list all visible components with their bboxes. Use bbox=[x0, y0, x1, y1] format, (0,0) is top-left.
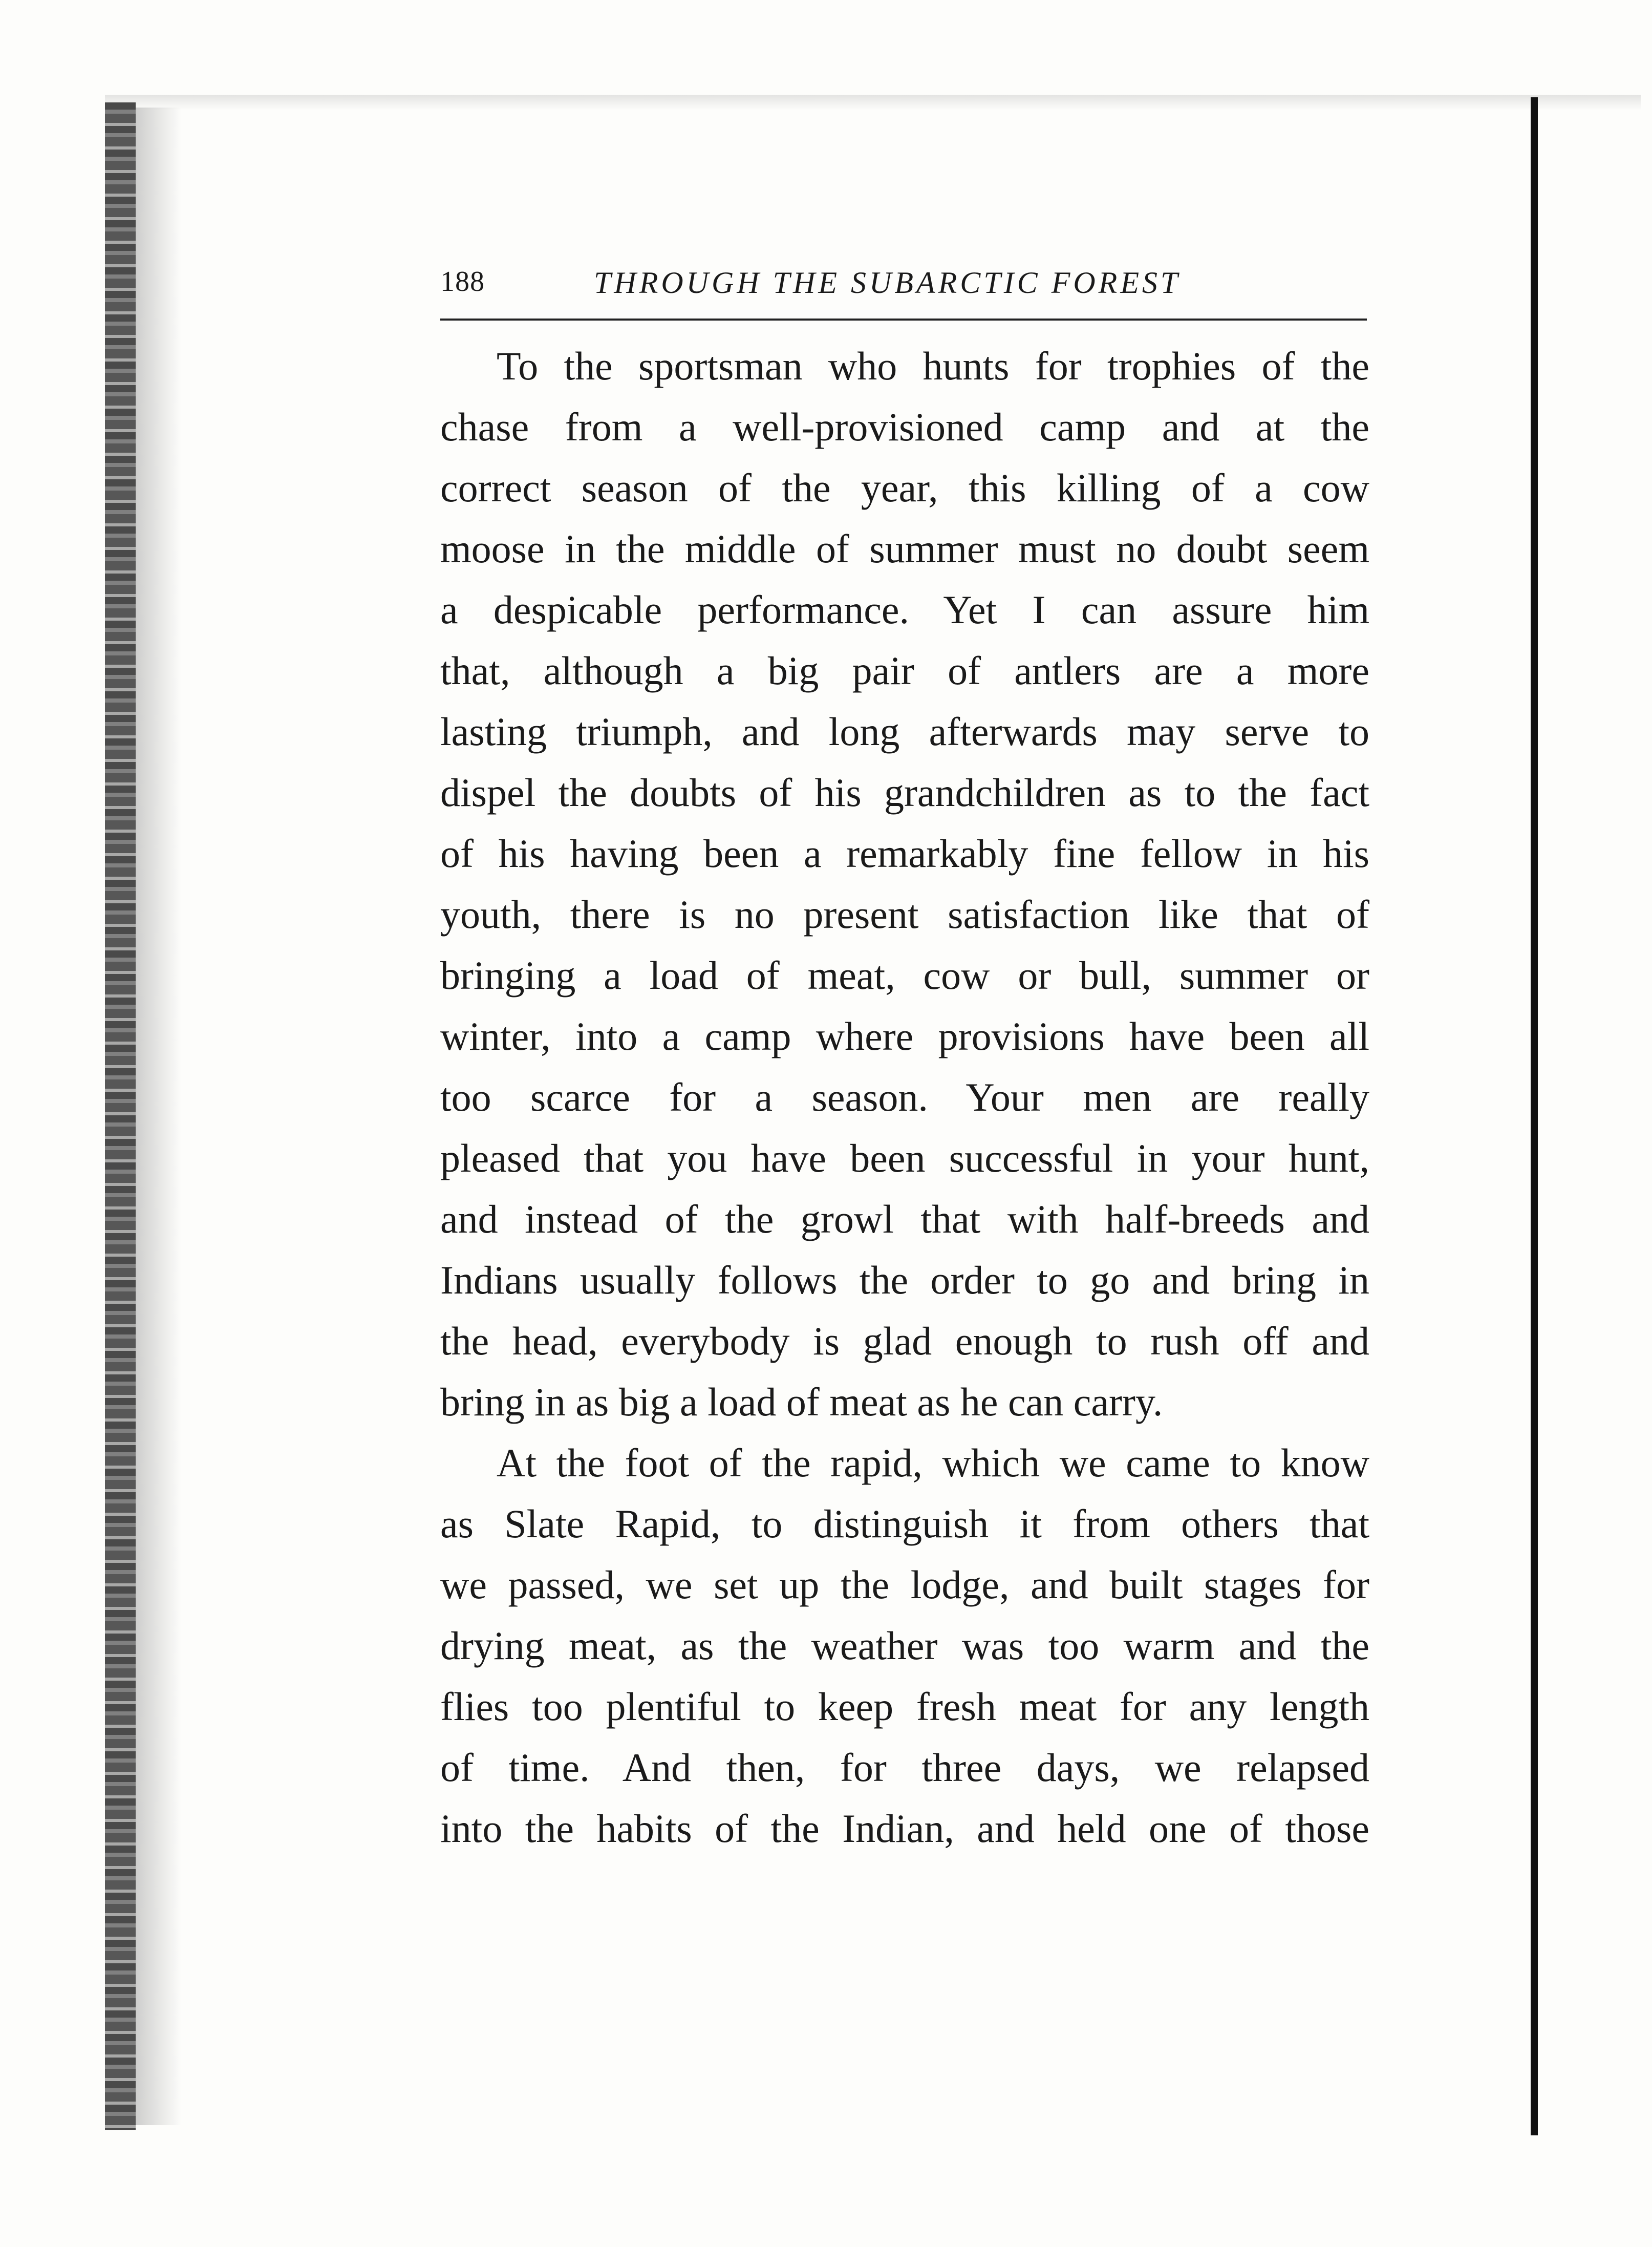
header-rule bbox=[440, 319, 1367, 321]
text-line: correct season of the year, this killing of a cow bbox=[440, 465, 1369, 510]
text-line: bring in as big a load of meat as he can carry. bbox=[440, 1380, 1163, 1424]
text-line: as Slate Rapid, to distinguish it from others that bbox=[440, 1501, 1369, 1546]
text-line: a despicable performance. Yet I can assure him bbox=[440, 587, 1369, 632]
scan-binding-left bbox=[105, 102, 136, 2130]
text-line: dispel the doubts of his grandchildren as to the fact bbox=[440, 770, 1369, 815]
text-line: drying meat, as the weather was too warm and the bbox=[440, 1623, 1369, 1668]
text-line: youth, there is no present satisfaction like that of bbox=[440, 892, 1369, 937]
text-line: we passed, we set up the lodge, and built stages for bbox=[440, 1562, 1369, 1607]
text-line: of his having been a remarkably fine fellow in his bbox=[440, 831, 1369, 876]
text-line: To the sportsman who hunts for trophies of the bbox=[497, 344, 1369, 388]
text-line: the head, everybody is glad enough to rush off and bbox=[440, 1319, 1369, 1363]
text-line: Indians usually follows the order to go and bring in bbox=[440, 1258, 1369, 1302]
scan-binding-shadow bbox=[136, 108, 182, 2125]
running-head: THROUGH THE SUBARCTIC FOREST bbox=[594, 266, 1181, 300]
text-line: that, although a big pair of antlers are a more bbox=[440, 648, 1369, 693]
text-line: chase from a well-provisioned camp and at the bbox=[440, 405, 1369, 449]
body-text bbox=[440, 335, 1369, 1859]
text-line: At the foot of the rapid, which we came to know bbox=[497, 1440, 1369, 1485]
page-number: 188 bbox=[440, 266, 485, 298]
text-line: into the habits of the Indian, and held one of those bbox=[440, 1806, 1369, 1851]
scan-top-shadow bbox=[105, 95, 1641, 110]
text-line: too scarce for a season. Your men are really bbox=[440, 1075, 1369, 1119]
page-header bbox=[440, 256, 1372, 302]
text-line: winter, into a camp where provisions have been all bbox=[440, 1014, 1369, 1058]
text-line: pleased that you have been successful in your hunt, bbox=[440, 1136, 1369, 1180]
text-line: of time. And then, for three days, we relapsed bbox=[440, 1745, 1369, 1790]
scan-edge-right bbox=[1531, 97, 1538, 2135]
text-line: bringing a load of meat, cow or bull, summer or bbox=[440, 953, 1369, 998]
text-line: flies too plentiful to keep fresh meat for any length bbox=[440, 1684, 1369, 1729]
text-line: lasting triumph, and long afterwards may serve to bbox=[440, 709, 1369, 754]
text-line: moose in the middle of summer must no doubt seem bbox=[440, 526, 1369, 571]
text-line: and instead of the growl that with half-breeds and bbox=[440, 1197, 1369, 1241]
